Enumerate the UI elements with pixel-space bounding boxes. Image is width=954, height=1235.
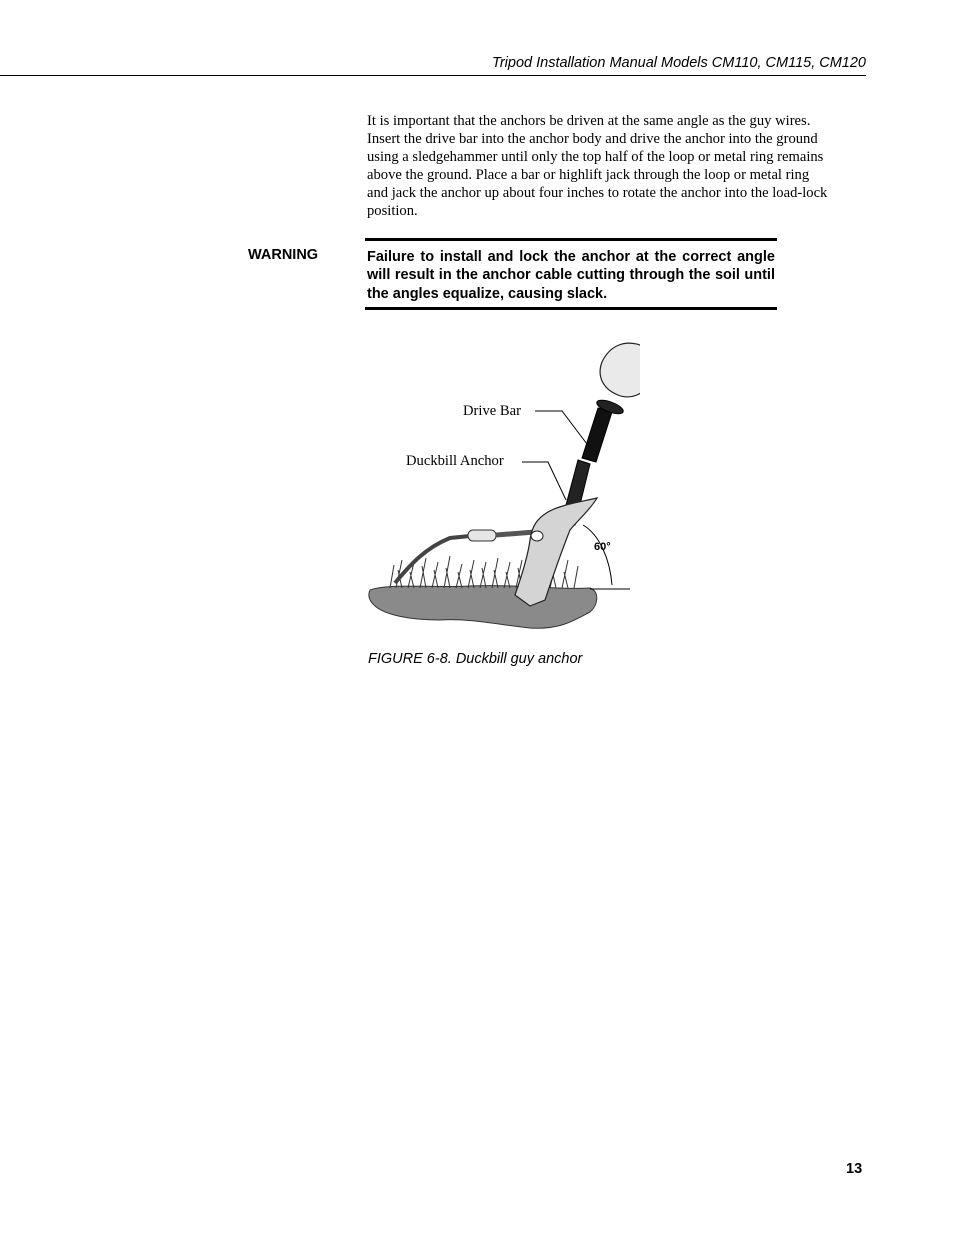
drive-bar-upper: [582, 408, 612, 462]
page-number: 13: [846, 1161, 863, 1177]
cable-sleeve: [468, 530, 496, 541]
drive-bar-leader: [535, 411, 590, 448]
figure-caption: FIGURE 6-8. Duckbill guy anchor: [368, 651, 583, 667]
hammer-head: [600, 343, 640, 397]
ground-soil: [369, 586, 597, 629]
label-drive-bar: Drive Bar: [463, 403, 521, 419]
warning-text: Failure to install and lock the anchor at the correct angle will result in the anchor cable cutting through the soil until the angles equalize, causing slack.: [367, 249, 775, 302]
label-duckbill-anchor: Duckbill Anchor: [406, 453, 504, 469]
cable-loop: [496, 532, 535, 535]
running-header: Tripod Installation Manual Models CM110, CM115, CM120: [492, 55, 866, 71]
angle-arc: [583, 525, 612, 585]
anchor-leader: [522, 462, 566, 500]
duckbill-anchor-illustration: [360, 335, 640, 635]
header-rule: [0, 75, 866, 76]
warning-label: WARNING: [248, 247, 319, 263]
anchor-eye: [531, 531, 543, 541]
body-paragraph: It is important that the anchors be driven at the same angle as the guy wires. Insert the drive bar into the anchor body and drive the anchor into the ground using a sledgehammer until only the top half of the loop or metal ring remains above the ground. Place a bar or highlift jack through the loop or metal ring and jack the anchor up about four inches to rotate the anchor into the load-lock position.: [367, 113, 828, 220]
angle-label: 60°: [594, 541, 611, 553]
